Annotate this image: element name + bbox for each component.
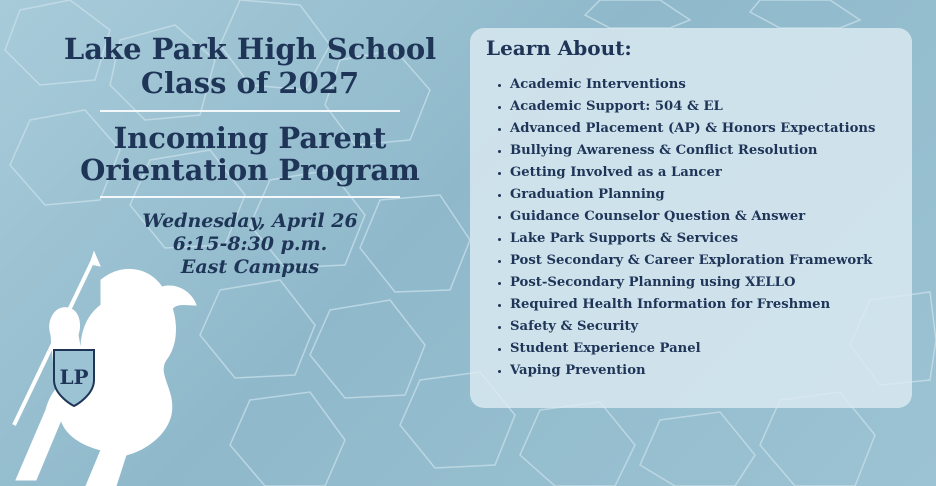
event-date: Wednesday, April 26: [142, 210, 358, 232]
list-item: • Graduation Planning: [510, 184, 896, 206]
list-item: • Post Secondary & Career Exploration Framework: [510, 250, 896, 272]
topic-list: [486, 74, 896, 382]
program-title-line2: Orientation Program: [80, 153, 420, 187]
list-item: • Getting Involved as a Lancer: [510, 162, 896, 184]
list-item: • Post-Secondary Planning using XELLO: [510, 272, 896, 294]
program-title-line1: Incoming Parent: [113, 121, 387, 155]
list-item: • Academic Support: 504 & EL: [510, 96, 896, 118]
list-item: • Safety & Security: [510, 316, 896, 338]
lancer-knight-logo: [6, 250, 206, 486]
list-item: • Lake Park Supports & Services: [510, 228, 896, 250]
divider-bottom: [100, 196, 400, 198]
divider-top: [100, 110, 400, 112]
learn-about-panel: [470, 28, 912, 408]
title-block: [20, 32, 480, 279]
list-item: • Advanced Placement (AP) & Honors Expectations: [510, 118, 896, 140]
list-item: • Academic Interventions: [510, 74, 896, 96]
list-item: • Vaping Prevention: [510, 360, 896, 382]
shield-letters: LP: [59, 365, 89, 389]
list-item: • Student Experience Panel: [510, 338, 896, 360]
class-year: Class of 2027: [140, 66, 360, 100]
learn-about-heading: Learn About:: [486, 36, 632, 60]
list-item: • Guidance Counselor Question & Answer: [510, 206, 896, 228]
school-name: Lake Park High School: [63, 32, 437, 66]
list-item: • Bullying Awareness & Conflict Resolution: [510, 140, 896, 162]
list-item: • Required Health Information for Freshmen: [510, 294, 896, 316]
event-time: 6:15-8:30 p.m.: [172, 233, 328, 255]
event-location: East Campus: [180, 256, 320, 278]
